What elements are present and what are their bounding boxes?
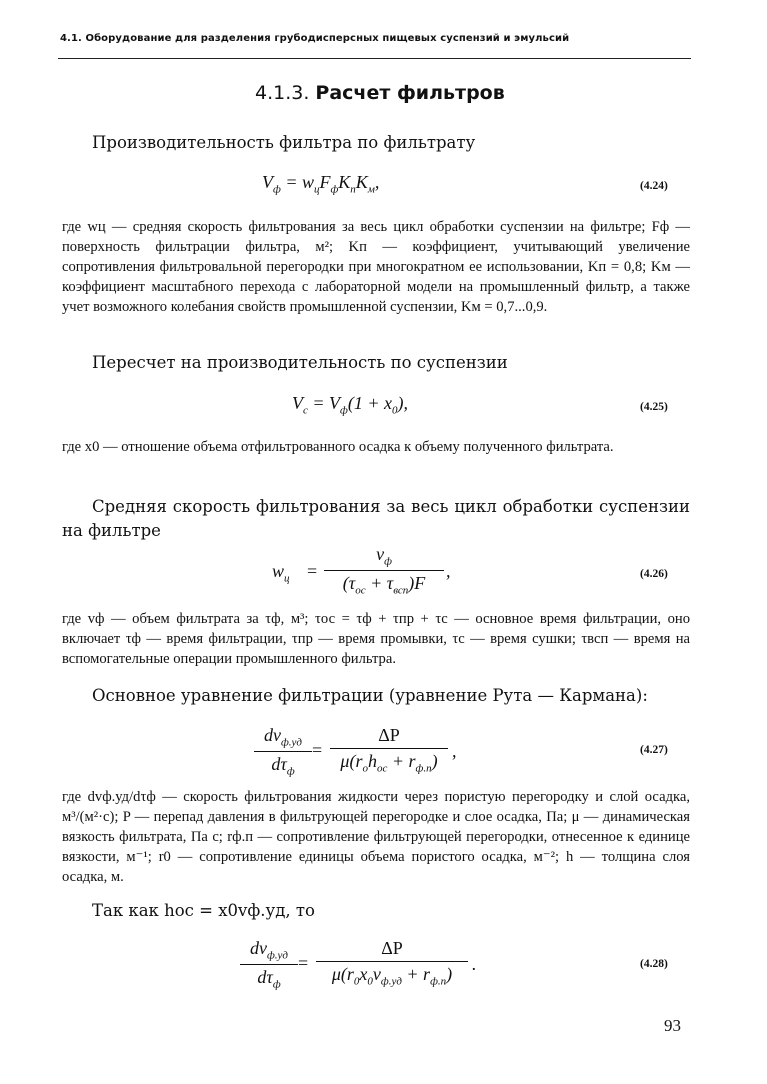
- paragraph-definitions-4-27: где dvф.уд/dτф — скорость фильтрования жидкости через пористую перегородку и слой осадка, м³/(м²·с); P — перепад давления в фильтрующей перегородке и слое осадка, Па; μ — динамическая вязкость фильтрата, Па с; rф.п — сопротивление фильтрующей перегородки, отнесенное к единице вязкости, м⁻¹; r0 — сопротивление единицы объема пористого осадка, м⁻²; h — толщина слоя осадка, м.: [62, 789, 690, 885]
- section-title: Расчет фильтров: [315, 82, 505, 104]
- equation-4-26-equals: =: [307, 561, 318, 581]
- equation-number-4-26: (4.26): [640, 568, 668, 580]
- equation-4-26-fraction: $v_ф$ $(\tau_{ос} + \tau_{всп})F$: [324, 544, 444, 596]
- page-number: 93: [664, 1016, 681, 1035]
- equation-4-27-equals: =: [312, 740, 323, 760]
- equation-number-4-24: (4.24): [640, 180, 668, 192]
- equation-4-28-lhs-fraction: $dv_{ф.уд}$ $d\tau_ф$: [240, 938, 298, 990]
- lead-productivity: Производительность фильтра по фильтрату: [92, 133, 476, 152]
- paragraph-definitions-4-26: где vф — объем фильтрата за τф, м³; τос = τф + τпр + τс — основное время фильтрации, оно включает τф — время фильтрации, τпр — время промывки, τс — время сушки; τвсп — время на вспомогательные операции промышленного фильтра.: [62, 611, 690, 667]
- section-number: 4.1.3.: [255, 82, 310, 104]
- equation-number-4-25: (4.25): [640, 401, 668, 413]
- equation-4-28-equals: =: [298, 953, 309, 973]
- equation-4-28-rhs-fraction: ΔP $\mu(r_0x_0v_{ф.уд} + r_{ф.п})$: [316, 938, 468, 988]
- header-rule: [58, 58, 691, 59]
- equation-4-28-tail: .: [472, 954, 477, 974]
- lead-average-speed: Средняя скорость фильтрования за весь цикл обработки суспензии на фильтре: [62, 497, 690, 540]
- equation-4-26-tail: ,: [446, 561, 451, 581]
- equation-4-26-lhs: $w_ц$: [272, 561, 290, 585]
- lead-since: Так как hос = x0vф.уд, то: [92, 901, 315, 920]
- equation-4-27-rhs-fraction: ΔP $\mu(r_оh_{ос} + r_{ф.п})$: [330, 725, 448, 775]
- section-heading: [255, 82, 505, 104]
- equation-number-4-27: (4.27): [640, 744, 668, 756]
- running-head: 4.1. Оборудование для разделения грубодисперсных пищевых суспензий и эмульсий: [60, 33, 570, 44]
- equation-4-27-lhs-fraction: $dv_{ф.уд}$ $d\tau_ф$: [254, 725, 312, 777]
- equation-4-25: $V_с = V_ф(1 + x_0)$,: [292, 393, 408, 417]
- equation-4-27-tail: ,: [452, 741, 457, 761]
- lead-suspension: Пересчет на производительность по суспензии: [92, 353, 508, 372]
- equation-number-4-28: (4.28): [640, 958, 668, 970]
- equation-4-24: $V_ф = w_цF_фK_пK_м$,: [262, 172, 380, 196]
- paragraph-definitions-4-25: где x0 — отношение объема отфильтрованного осадка к объему полученного фильтрата.: [62, 439, 614, 455]
- paragraph-definitions-4-24: где wц — средняя скорость фильтрования за весь цикл обработки суспензии на фильтре; Fф — поверхность фильтрации фильтра, м²; Kп — коэффициент, учитывающий увеличение сопротивления фильтровальной перегородки при многократном ее использовании, Kп = 0,8; Kм — коэффициент масштабного перехода с лабораторной модели на промышленный фильтр, а также учет возможного колебания свойств промышленной суспензии, Kм = 0,7...0,9.: [62, 219, 690, 315]
- lead-ruth-karman: Основное уравнение фильтрации (уравнение Рута — Кармана):: [92, 686, 648, 705]
